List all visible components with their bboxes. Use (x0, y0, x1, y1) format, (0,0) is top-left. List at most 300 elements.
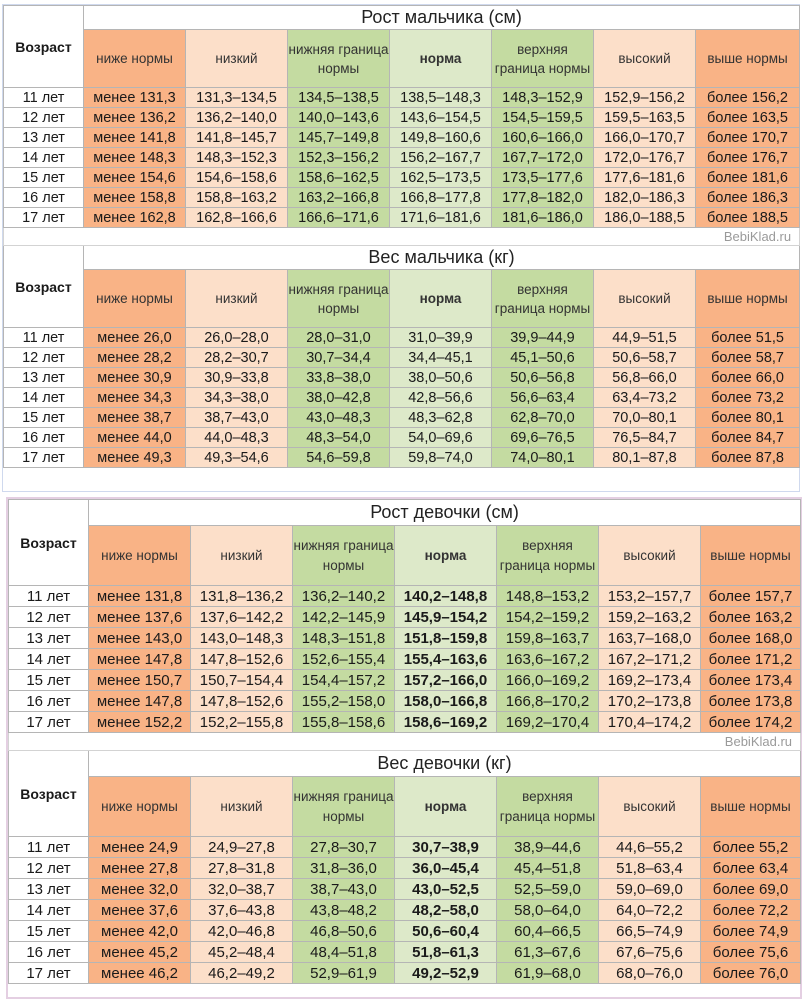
age-column-header: Возраст (4, 246, 84, 328)
value-cell: 80,1–87,8 (594, 448, 696, 468)
value-cell: 64,0–72,2 (599, 900, 701, 921)
value-cell: 42,8–56,6 (390, 388, 492, 408)
value-cell: менее 137,6 (89, 607, 191, 628)
category-header-row (4, 270, 800, 328)
age-cell: 16 лет (9, 942, 89, 963)
table-row (9, 670, 801, 691)
value-cell: 59,0–69,0 (599, 879, 701, 900)
value-cell: 33,8–38,0 (288, 368, 390, 388)
value-cell: 158,0–166,8 (395, 691, 497, 712)
value-cell: 42,0–46,8 (191, 921, 293, 942)
age-cell: 14 лет (9, 900, 89, 921)
category-header: выше нормы (696, 270, 800, 328)
value-cell: 152,6–155,4 (293, 649, 395, 670)
table-row (9, 837, 801, 858)
value-cell: 52,5–59,0 (497, 879, 599, 900)
value-cell: 48,3–54,0 (288, 428, 390, 448)
value-cell: 131,8–136,2 (191, 586, 293, 607)
value-cell: 44,9–51,5 (594, 328, 696, 348)
age-column-header: Возраст (9, 500, 89, 586)
table-row (4, 148, 800, 168)
value-cell: 145,9–154,2 (395, 607, 497, 628)
age-cell: 11 лет (4, 328, 84, 348)
age-cell: 16 лет (4, 188, 84, 208)
boys-block (2, 4, 800, 492)
value-cell: 143,0–148,3 (191, 628, 293, 649)
age-cell: 12 лет (4, 348, 84, 368)
value-cell: 166,0–169,2 (497, 670, 599, 691)
age-cell: 14 лет (4, 148, 84, 168)
value-cell: 56,6–63,4 (492, 388, 594, 408)
category-header: низкий (191, 526, 293, 586)
category-header: нижняя граница нормы (288, 30, 390, 88)
separator-row (9, 733, 801, 751)
value-cell: 43,8–48,2 (293, 900, 395, 921)
value-cell: 170,2–173,8 (599, 691, 701, 712)
value-cell: более 168,0 (701, 628, 801, 649)
value-cell: более 75,6 (701, 942, 801, 963)
value-cell: 159,8–163,7 (497, 628, 599, 649)
category-header: норма (395, 777, 497, 837)
value-cell: 31,0–39,9 (390, 328, 492, 348)
category-header: низкий (186, 270, 288, 328)
table-row (9, 649, 801, 670)
value-cell: более 72,2 (701, 900, 801, 921)
table-title: Вес девочки (кг) (89, 751, 801, 777)
value-cell: 186,0–188,5 (594, 208, 696, 228)
value-cell: 136,2–140,2 (293, 586, 395, 607)
value-cell: более 188,5 (696, 208, 800, 228)
value-cell: 51,8–63,4 (599, 858, 701, 879)
age-cell: 11 лет (9, 837, 89, 858)
value-cell: 67,6–75,6 (599, 942, 701, 963)
table-row (4, 328, 800, 348)
value-cell: 46,2–49,2 (191, 963, 293, 984)
value-cell: 160,6–166,0 (492, 128, 594, 148)
separator-row (4, 228, 800, 246)
table-row (4, 388, 800, 408)
value-cell: более 174,2 (701, 712, 801, 733)
age-cell: 15 лет (9, 670, 89, 691)
value-cell: 177,8–182,0 (492, 188, 594, 208)
value-cell: менее 131,3 (84, 88, 186, 108)
category-header-row (9, 526, 801, 586)
value-cell: 44,0–48,3 (186, 428, 288, 448)
value-cell: менее 154,6 (84, 168, 186, 188)
value-cell: 32,0–38,7 (191, 879, 293, 900)
value-cell: менее 32,0 (89, 879, 191, 900)
value-cell: 38,0–42,8 (288, 388, 390, 408)
value-cell: 148,3–152,3 (186, 148, 288, 168)
value-cell: более 73,2 (696, 388, 800, 408)
table-row (4, 368, 800, 388)
value-cell: 30,7–38,9 (395, 837, 497, 858)
table-row (9, 900, 801, 921)
age-cell: 13 лет (4, 128, 84, 148)
value-cell: 61,3–67,6 (497, 942, 599, 963)
value-cell: 154,6–158,6 (186, 168, 288, 188)
category-header: норма (390, 30, 492, 88)
age-cell: 13 лет (9, 879, 89, 900)
value-cell: 155,4–163,6 (395, 649, 497, 670)
value-cell: 140,2–148,8 (395, 586, 497, 607)
value-cell: 167,7–172,0 (492, 148, 594, 168)
value-cell: 152,9–156,2 (594, 88, 696, 108)
value-cell: менее 44,0 (84, 428, 186, 448)
value-cell: более 66,0 (696, 368, 800, 388)
value-cell: 170,4–174,2 (599, 712, 701, 733)
value-cell: 50,6–60,4 (395, 921, 497, 942)
value-cell: более 74,9 (701, 921, 801, 942)
watermark: BebiKlad.ru (9, 733, 801, 751)
value-cell: 51,8–61,3 (395, 942, 497, 963)
value-cell: 159,2–163,2 (599, 607, 701, 628)
value-cell: менее 143,0 (89, 628, 191, 649)
age-cell: 11 лет (9, 586, 89, 607)
value-cell: 28,2–30,7 (186, 348, 288, 368)
value-cell: 163,2–166,8 (288, 188, 390, 208)
age-cell: 17 лет (9, 712, 89, 733)
value-cell: 52,9–61,9 (293, 963, 395, 984)
age-cell: 12 лет (4, 108, 84, 128)
value-cell: 50,6–56,8 (492, 368, 594, 388)
value-cell: 59,8–74,0 (390, 448, 492, 468)
value-cell: менее 28,2 (84, 348, 186, 368)
table-row (9, 963, 801, 984)
value-cell: 182,0–186,3 (594, 188, 696, 208)
value-cell: менее 147,8 (89, 649, 191, 670)
value-cell: более 76,0 (701, 963, 801, 984)
category-header: выше нормы (701, 526, 801, 586)
value-cell: 31,8–36,0 (293, 858, 395, 879)
table-row (4, 428, 800, 448)
category-header: нижняя граница нормы (293, 777, 395, 837)
age-cell: 15 лет (4, 168, 84, 188)
category-header-row (9, 777, 801, 837)
table-row (9, 858, 801, 879)
value-cell: 181,6–186,0 (492, 208, 594, 228)
value-cell: 56,8–66,0 (594, 368, 696, 388)
value-cell: 48,4–51,8 (293, 942, 395, 963)
value-cell: менее 136,2 (84, 108, 186, 128)
value-cell: 151,8–159,8 (395, 628, 497, 649)
value-cell: 173,5–177,6 (492, 168, 594, 188)
girls-block (6, 497, 802, 999)
value-cell: 162,5–173,5 (390, 168, 492, 188)
value-cell: более 163,2 (701, 607, 801, 628)
value-cell: 37,6–43,8 (191, 900, 293, 921)
girls-tables (8, 499, 801, 984)
value-cell: менее 38,7 (84, 408, 186, 428)
value-cell: 45,2–48,4 (191, 942, 293, 963)
value-cell: более 80,1 (696, 408, 800, 428)
value-cell: менее 37,6 (89, 900, 191, 921)
value-cell: более 84,7 (696, 428, 800, 448)
value-cell: 54,6–59,8 (288, 448, 390, 468)
value-cell: 48,3–62,8 (390, 408, 492, 428)
category-header: ниже нормы (89, 777, 191, 837)
value-cell: менее 150,7 (89, 670, 191, 691)
table-row (4, 208, 800, 228)
category-header: норма (395, 526, 497, 586)
category-header: норма (390, 270, 492, 328)
value-cell: менее 46,2 (89, 963, 191, 984)
category-header: высокий (599, 526, 701, 586)
value-cell: 155,2–158,0 (293, 691, 395, 712)
age-cell: 13 лет (4, 368, 84, 388)
value-cell: 163,6–167,2 (497, 649, 599, 670)
table-row (9, 942, 801, 963)
value-cell: 148,3–151,8 (293, 628, 395, 649)
table-row (9, 607, 801, 628)
value-cell: менее 148,3 (84, 148, 186, 168)
value-cell: 39,9–44,9 (492, 328, 594, 348)
value-cell: 143,6–154,5 (390, 108, 492, 128)
value-cell: более 186,3 (696, 188, 800, 208)
age-cell: 17 лет (9, 963, 89, 984)
table-row (9, 691, 801, 712)
value-cell: 61,9–68,0 (497, 963, 599, 984)
value-cell: менее 131,8 (89, 586, 191, 607)
value-cell: 147,8–152,6 (191, 691, 293, 712)
value-cell: 34,4–45,1 (390, 348, 492, 368)
category-header: высокий (594, 30, 696, 88)
value-cell: 167,2–171,2 (599, 649, 701, 670)
value-cell: 30,7–34,4 (288, 348, 390, 368)
age-cell: 16 лет (9, 691, 89, 712)
value-cell: 36,0–45,4 (395, 858, 497, 879)
value-cell: 38,7–43,0 (186, 408, 288, 428)
value-cell: более 181,6 (696, 168, 800, 188)
value-cell: 152,3–156,2 (288, 148, 390, 168)
value-cell: менее 34,3 (84, 388, 186, 408)
value-cell: менее 26,0 (84, 328, 186, 348)
value-cell: более 173,8 (701, 691, 801, 712)
value-cell: более 170,7 (696, 128, 800, 148)
value-cell: 150,7–154,4 (191, 670, 293, 691)
value-cell: более 63,4 (701, 858, 801, 879)
value-cell: 137,6–142,2 (191, 607, 293, 628)
value-cell: более 163,5 (696, 108, 800, 128)
value-cell: более 55,2 (701, 837, 801, 858)
value-cell: 169,2–173,4 (599, 670, 701, 691)
value-cell: 27,8–31,8 (191, 858, 293, 879)
table-title-row (9, 751, 801, 777)
value-cell: более 51,5 (696, 328, 800, 348)
value-cell: 26,0–28,0 (186, 328, 288, 348)
value-cell: более 156,2 (696, 88, 800, 108)
value-cell: 49,3–54,6 (186, 448, 288, 468)
table-row (9, 586, 801, 607)
value-cell: 54,0–69,6 (390, 428, 492, 448)
table-row (4, 168, 800, 188)
value-cell: 156,2–167,7 (390, 148, 492, 168)
age-cell: 14 лет (9, 649, 89, 670)
value-cell: 163,7–168,0 (599, 628, 701, 649)
category-header: ниже нормы (84, 270, 186, 328)
age-cell: 16 лет (4, 428, 84, 448)
boys-tables (3, 5, 800, 468)
value-cell: 148,8–153,2 (497, 586, 599, 607)
value-cell: менее 141,8 (84, 128, 186, 148)
value-cell: 30,9–33,8 (186, 368, 288, 388)
value-cell: 158,6–169,2 (395, 712, 497, 733)
value-cell: 44,6–55,2 (599, 837, 701, 858)
value-cell: 27,8–30,7 (293, 837, 395, 858)
age-column-header: Возраст (4, 6, 84, 88)
value-cell: 158,6–162,5 (288, 168, 390, 188)
value-cell: более 87,8 (696, 448, 800, 468)
value-cell: 38,0–50,6 (390, 368, 492, 388)
table-row (4, 128, 800, 148)
table-row (9, 879, 801, 900)
value-cell: 157,2–166,0 (395, 670, 497, 691)
value-cell: 171,6–181,6 (390, 208, 492, 228)
value-cell: 153,2–157,7 (599, 586, 701, 607)
value-cell: более 58,7 (696, 348, 800, 368)
value-cell: 142,2–145,9 (293, 607, 395, 628)
value-cell: 68,0–76,0 (599, 963, 701, 984)
value-cell: менее 158,8 (84, 188, 186, 208)
value-cell: более 69,0 (701, 879, 801, 900)
table-title: Рост девочки (см) (89, 500, 801, 526)
age-cell: 17 лет (4, 448, 84, 468)
value-cell: 70,0–80,1 (594, 408, 696, 428)
age-cell: 12 лет (9, 858, 89, 879)
category-header: верхняя граница нормы (492, 30, 594, 88)
age-cell: 15 лет (9, 921, 89, 942)
value-cell: 58,0–64,0 (497, 900, 599, 921)
value-cell: 24,9–27,8 (191, 837, 293, 858)
table-row (4, 88, 800, 108)
value-cell: 136,2–140,0 (186, 108, 288, 128)
table-row (4, 408, 800, 428)
value-cell: 69,6–76,5 (492, 428, 594, 448)
value-cell: 155,8–158,6 (293, 712, 395, 733)
age-cell: 12 лет (9, 607, 89, 628)
category-header: высокий (599, 777, 701, 837)
value-cell: 159,5–163,5 (594, 108, 696, 128)
category-header: верхняя граница нормы (497, 526, 599, 586)
value-cell: менее 49,3 (84, 448, 186, 468)
value-cell: 172,0–176,7 (594, 148, 696, 168)
value-cell: 74,0–80,1 (492, 448, 594, 468)
value-cell: 131,3–134,5 (186, 88, 288, 108)
value-cell: 50,6–58,7 (594, 348, 696, 368)
table-title-row (4, 6, 800, 30)
age-cell: 17 лет (4, 208, 84, 228)
value-cell: 154,4–157,2 (293, 670, 395, 691)
age-column-header: Возраст (9, 751, 89, 837)
value-cell: 45,4–51,8 (497, 858, 599, 879)
value-cell: 166,0–170,7 (594, 128, 696, 148)
value-cell: более 157,7 (701, 586, 801, 607)
table-row (9, 628, 801, 649)
value-cell: 60,4–66,5 (497, 921, 599, 942)
category-header: высокий (594, 270, 696, 328)
table-row (4, 348, 800, 368)
value-cell: 166,8–170,2 (497, 691, 599, 712)
value-cell: 158,8–163,2 (186, 188, 288, 208)
category-header-row (4, 30, 800, 88)
category-header: выше нормы (696, 30, 800, 88)
value-cell: более 176,7 (696, 148, 800, 168)
value-cell: 38,7–43,0 (293, 879, 395, 900)
value-cell: 63,4–73,2 (594, 388, 696, 408)
value-cell: 45,1–50,6 (492, 348, 594, 368)
value-cell: менее 24,9 (89, 837, 191, 858)
value-cell: 169,2–170,4 (497, 712, 599, 733)
value-cell: 134,5–138,5 (288, 88, 390, 108)
category-header: выше нормы (701, 777, 801, 837)
value-cell: менее 27,8 (89, 858, 191, 879)
value-cell: 148,3–152,9 (492, 88, 594, 108)
value-cell: 28,0–31,0 (288, 328, 390, 348)
age-cell: 14 лет (4, 388, 84, 408)
value-cell: 152,2–155,8 (191, 712, 293, 733)
value-cell: 141,8–145,7 (186, 128, 288, 148)
value-cell: 154,2–159,2 (497, 607, 599, 628)
category-header: нижняя граница нормы (288, 270, 390, 328)
value-cell: 43,0–52,5 (395, 879, 497, 900)
table-row (4, 188, 800, 208)
value-cell: 154,5–159,5 (492, 108, 594, 128)
value-cell: 48,2–58,0 (395, 900, 497, 921)
value-cell: 76,5–84,7 (594, 428, 696, 448)
value-cell: менее 152,2 (89, 712, 191, 733)
table-title: Вес мальчика (кг) (84, 246, 800, 270)
value-cell: 177,6–181,6 (594, 168, 696, 188)
category-header: низкий (191, 777, 293, 837)
value-cell: менее 147,8 (89, 691, 191, 712)
value-cell: 145,7–149,8 (288, 128, 390, 148)
value-cell: 166,6–171,6 (288, 208, 390, 228)
value-cell: 149,8–160,6 (390, 128, 492, 148)
value-cell: 46,8–50,6 (293, 921, 395, 942)
value-cell: 62,8–70,0 (492, 408, 594, 428)
category-header: ниже нормы (89, 526, 191, 586)
value-cell: 43,0–48,3 (288, 408, 390, 428)
value-cell: 34,3–38,0 (186, 388, 288, 408)
value-cell: 166,8–177,8 (390, 188, 492, 208)
value-cell: менее 162,8 (84, 208, 186, 228)
value-cell: 49,2–52,9 (395, 963, 497, 984)
table-title-row (4, 246, 800, 270)
value-cell: менее 42,0 (89, 921, 191, 942)
age-cell: 13 лет (9, 628, 89, 649)
value-cell: менее 45,2 (89, 942, 191, 963)
value-cell: 66,5–74,9 (599, 921, 701, 942)
value-cell: более 171,2 (701, 649, 801, 670)
category-header: низкий (186, 30, 288, 88)
table-row (9, 921, 801, 942)
category-header: нижняя граница нормы (293, 526, 395, 586)
table-row (9, 712, 801, 733)
value-cell: 162,8–166,6 (186, 208, 288, 228)
value-cell: 38,9–44,6 (497, 837, 599, 858)
watermark: BebiKlad.ru (4, 228, 800, 246)
value-cell: 138,5–148,3 (390, 88, 492, 108)
age-cell: 11 лет (4, 88, 84, 108)
age-cell: 15 лет (4, 408, 84, 428)
value-cell: 140,0–143,6 (288, 108, 390, 128)
category-header: верхняя граница нормы (492, 270, 594, 328)
table-title: Рост мальчика (см) (84, 6, 800, 30)
table-title-row (9, 500, 801, 526)
category-header: верхняя граница нормы (497, 777, 599, 837)
value-cell: 147,8–152,6 (191, 649, 293, 670)
table-row (4, 448, 800, 468)
